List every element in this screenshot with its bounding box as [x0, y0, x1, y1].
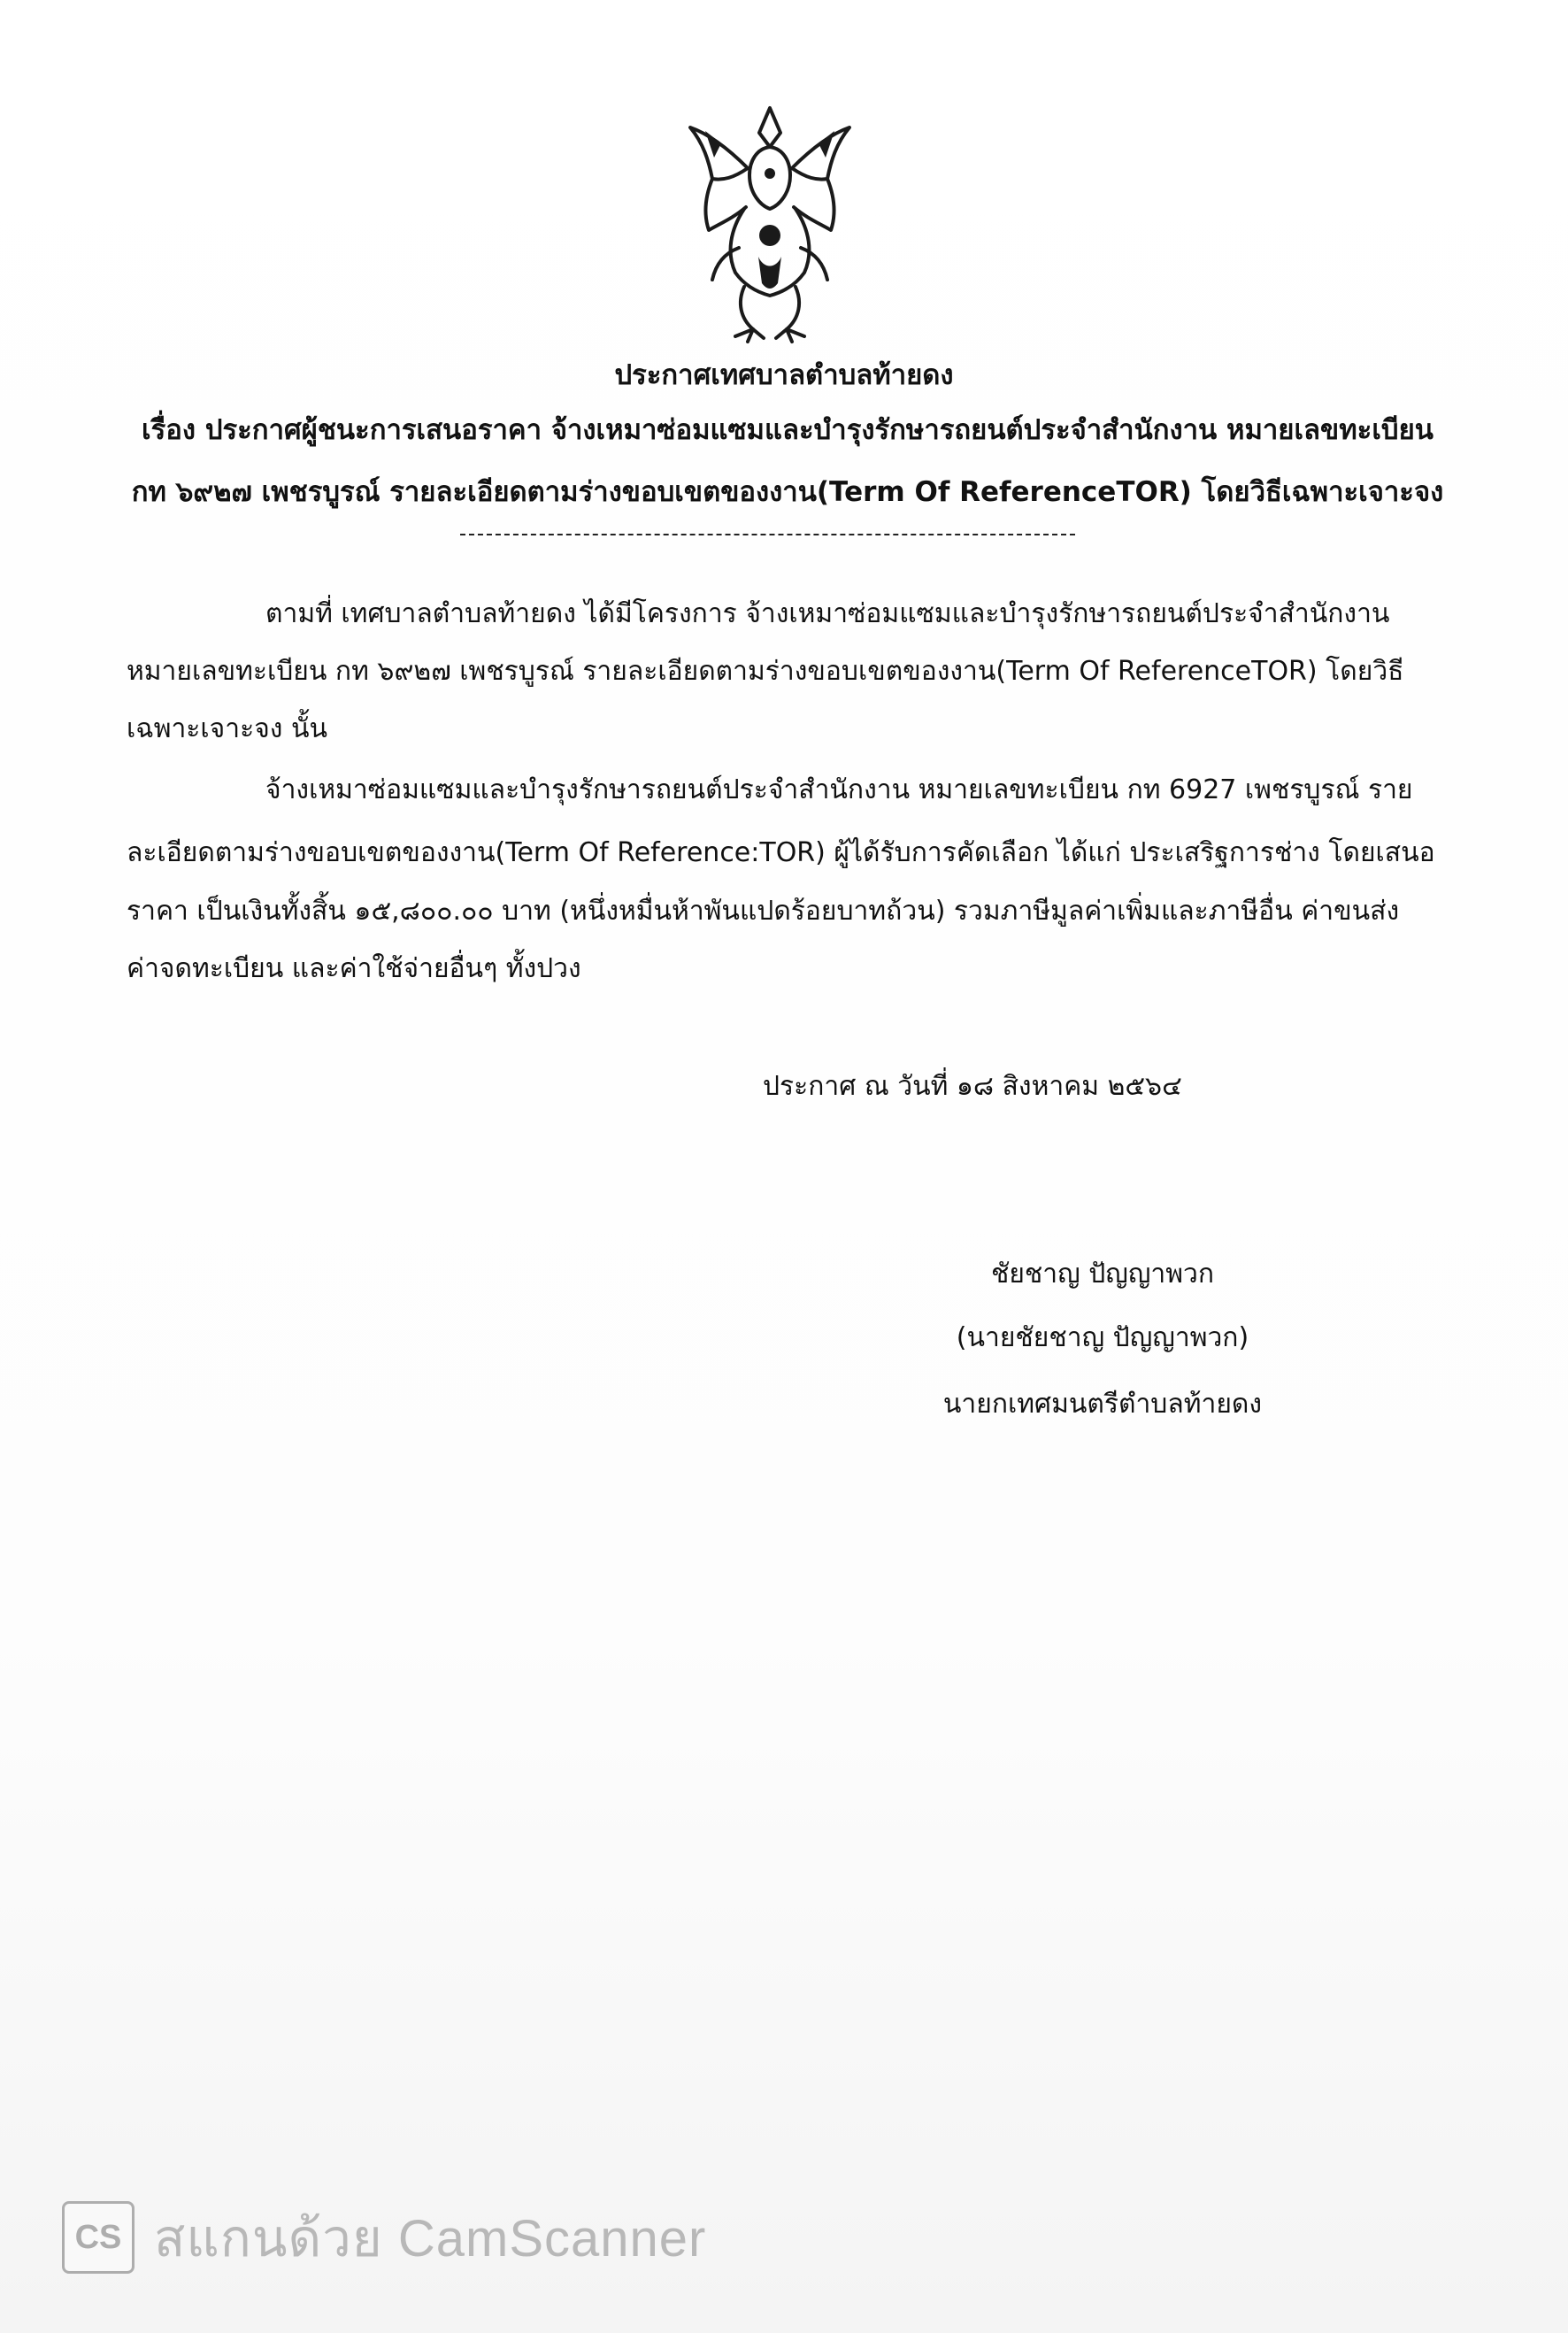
paragraph-2-line-4: ค่าจดทะเบียน และค่าใช้จ่ายอื่นๆ ทั้งปวง — [127, 953, 581, 984]
printed-name: (นายชัยชาญ ปัญญาพวก) — [956, 1322, 1249, 1353]
paragraph-2-line-3: ราคา เป็นเงินทั้งสิ้น ๑๕,๘๐๐.๐๐ บาท (หนึ่งหมื่นห้าพันแปดร้อยบาทถ้วน) รวมภาษีมูลค่าเพิ่มและภาษีอื่น ค่าขนส่ง — [127, 896, 1400, 927]
paragraph-1-line-1: ตามที่ เทศบาลตำบลท้ายดง ได้มีโครงการ จ้างเหมาซ่อมแซมและบำรุงรักษารถยนต์ประจำสำนักงาน — [265, 598, 1390, 629]
section-divider — [460, 534, 1075, 535]
signed-name: ชัยชาญ ปัญญาพวก — [990, 1259, 1215, 1290]
announcement-date: ประกาศ ณ วันที่ ๑๘ สิงหาคม ๒๕๖๔ — [763, 1071, 1182, 1102]
camscanner-watermark-text: สแกนด้วย CamScanner — [154, 2209, 707, 2268]
camscanner-watermark — [62, 2202, 706, 2273]
garuda-emblem-icon — [659, 97, 880, 345]
paragraph-1-line-2: หมายเลขทะเบียน กท ๖๙๒๗ เพชรบูรณ์ รายละเอียดตามร่างขอบเขตของงาน(Term Of ReferenceTOR) โดยวิธี — [127, 656, 1404, 687]
signatory-position: นายกเทศมนตรีตำบลท้ายดง — [942, 1389, 1263, 1420]
organization-title: ประกาศเทศบาลตำบลท้ายดง — [614, 359, 954, 391]
paragraph-2-line-2: ละเอียดตามร่างขอบเขตของงาน(Term Of Reference:TOR) ผู้ได้รับการคัดเลือก ได้แก่ ประเสริฐการช่าง โดยเสนอ — [127, 837, 1435, 868]
subject-line-1: เรื่อง ประกาศผู้ชนะการเสนอราคา จ้างเหมาซ่อมแซมและบำรุงรักษารถยนต์ประจำสำนักงาน หมายเลขทะเบียน — [142, 414, 1433, 446]
paragraph-1-line-3: เฉพาะเจาะจง นั้น — [127, 713, 327, 744]
camscanner-logo-icon: CS — [62, 2201, 135, 2274]
subject-line-2: กท ๖๙๒๗ เพชรบูรณ์ รายละเอียดตามร่างขอบเขตของงาน(Term Of ReferenceTOR) โดยวิธีเฉพาะเจาะจง — [131, 476, 1444, 508]
paragraph-2-line-1: จ้างเหมาซ่อมแซมและบำรุงรักษารถยนต์ประจำสำนักงาน หมายเลขทะเบียน กท 6927 เพชรบูรณ์ ราย — [265, 774, 1413, 805]
